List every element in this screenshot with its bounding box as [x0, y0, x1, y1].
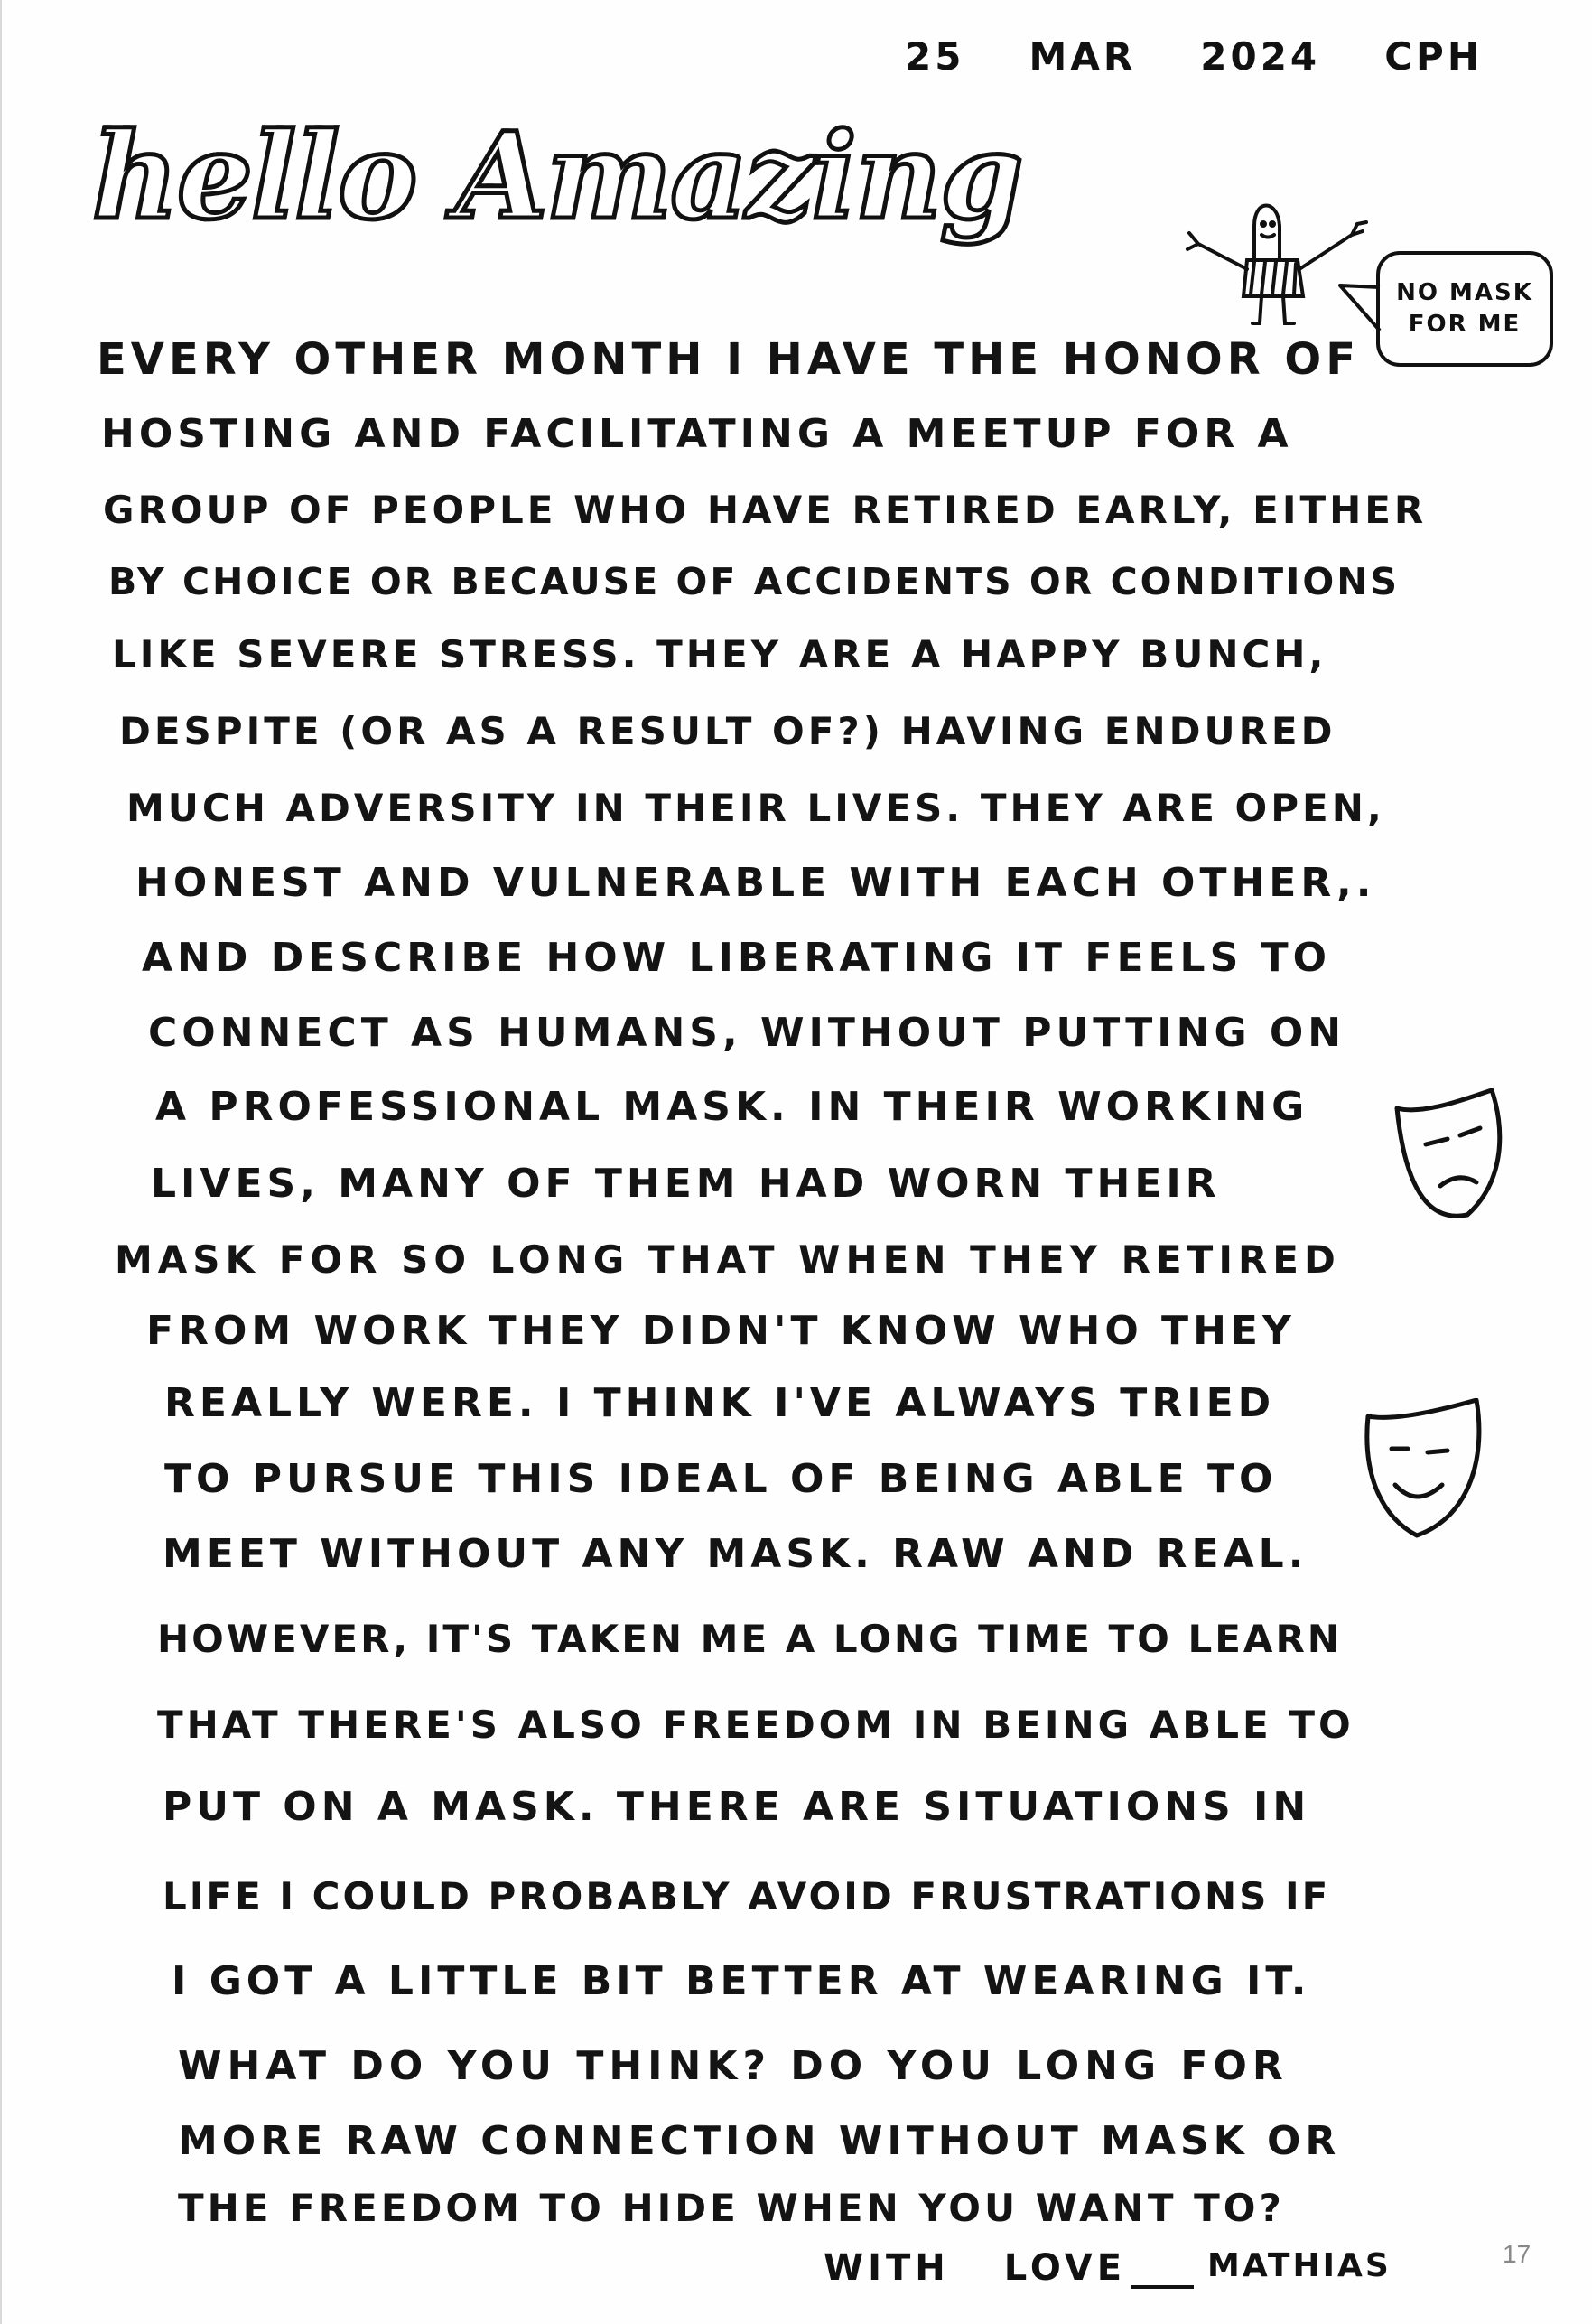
body-line: HOSTING AND FACILITATING A MEETUP FOR A	[101, 411, 1293, 457]
body-line: PUT ON A MASK. THERE ARE SITUATIONS IN	[163, 1784, 1311, 1830]
body-line: A PROFESSIONAL MASK. IN THEIR WORKING	[155, 1084, 1309, 1130]
date-year: 2024	[1200, 34, 1321, 79]
date-month: MAR	[1029, 34, 1137, 79]
location: CPH	[1384, 34, 1483, 79]
body-line: BY CHOICE OR BECAUSE OF ACCIDENTS OR CONDITIONS	[108, 560, 1401, 603]
page-title: hello Amazing	[92, 107, 1022, 247]
body-line: I GOT A LITTLE BIT BETTER AT WEARING IT.	[172, 1958, 1311, 2004]
signature: MATHIAS	[1207, 2247, 1392, 2284]
speech-bubble-line-2: FOR ME	[1408, 311, 1522, 338]
body-line: THAT THERE'S ALSO FREEDOM IN BEING ABLE TO	[157, 1703, 1355, 1747]
body-line: FROM WORK THEY DIDN'T KNOW WHO THEY	[146, 1308, 1296, 1354]
body-line: REALLY WERE. I THINK I'VE ALWAYS TRIED	[164, 1380, 1276, 1426]
body-line: HOWEVER, IT'S TAKEN ME A LONG TIME TO LEARN	[157, 1617, 1342, 1661]
signoff	[824, 2247, 1126, 2289]
body-line: DESPITE (OR AS A RESULT OF?) HAVING ENDURED	[119, 709, 1336, 753]
sad-mask-icon	[1388, 1088, 1505, 1224]
letter-body	[2, 0, 1592, 2324]
date-day: 25	[905, 34, 965, 79]
body-line: LIFE I COULD PROBABLY AVOID FRUSTRATIONS IF	[163, 1874, 1331, 1918]
body-line: AND DESCRIBE HOW LIBERATING IT FEELS TO	[142, 935, 1332, 981]
signoff-love: LOVE	[1003, 2247, 1127, 2289]
body-line: GROUP OF PEOPLE WHO HAVE RETIRED EARLY, EITHER	[103, 488, 1428, 532]
body-line: TO PURSUE THIS IDEAL OF BEING ABLE TO	[164, 1456, 1278, 1502]
body-line: MORE RAW CONNECTION WITHOUT MASK OR	[178, 2118, 1341, 2164]
body-line: WHAT DO YOU THINK? DO YOU LONG FOR	[178, 2043, 1289, 2089]
body-line: LIKE SEVERE STRESS. THEY ARE A HAPPY BUNCH,	[112, 632, 1327, 677]
body-line: CONNECT AS HUMANS, WITHOUT PUTTING ON	[148, 1010, 1346, 1056]
body-line: LIVES, MANY OF THEM HAD WORN THEIR	[151, 1161, 1221, 1207]
body-line: MUCH ADVERSITY IN THEIR LIVES. THEY ARE OPEN,	[126, 786, 1385, 830]
happy-mask-icon	[1361, 1398, 1487, 1543]
speech-bubble-line-1: NO MASK	[1396, 278, 1533, 306]
body-line: MASK FOR SO LONG THAT WHEN THEY RETIRED	[115, 1237, 1341, 1282]
body-line: HONEST AND VULNERABLE WITH EACH OTHER,.	[135, 860, 1376, 906]
signoff-with: WITH	[824, 2247, 950, 2289]
body-line: MEET WITHOUT ANY MASK. RAW AND REAL.	[163, 1531, 1308, 1577]
page-number: 17	[1503, 2240, 1531, 2268]
body-line: THE FREEDOM TO HIDE WHEN YOU WANT TO?	[178, 2186, 1285, 2230]
body-line: EVERY OTHER MONTH I HAVE THE HONOR OF	[97, 334, 1360, 385]
signature-dash	[1131, 2285, 1194, 2289]
